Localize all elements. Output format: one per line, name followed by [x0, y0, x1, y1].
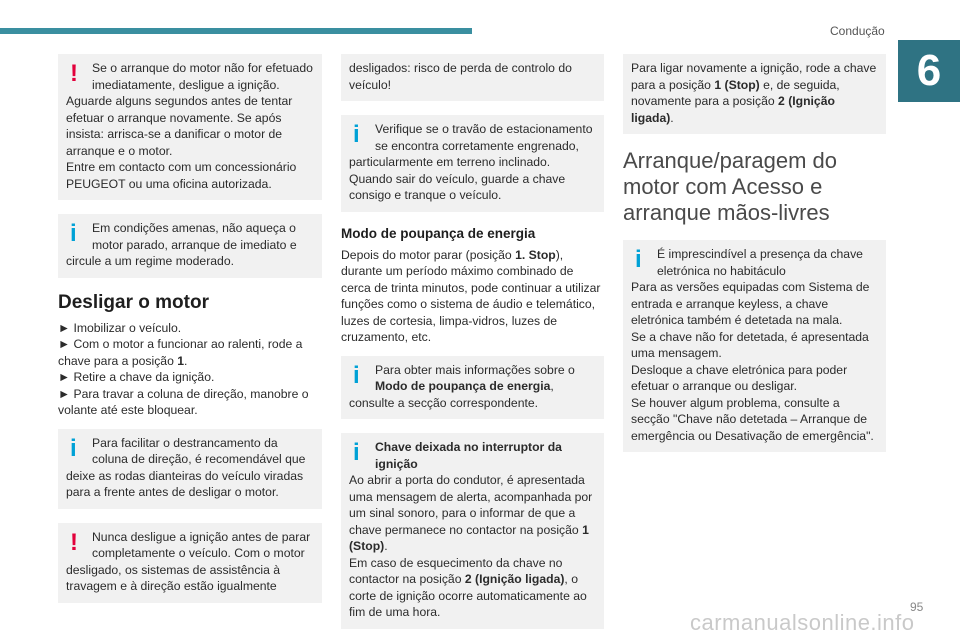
warning-exclamation-icon: !	[70, 60, 78, 87]
info-text: consulte a secção correspondente.	[349, 395, 539, 410]
info-icon: i	[353, 361, 360, 389]
info-text: Quando sair do veículo, guarde a chave consigo e tranque o veículo.	[349, 171, 566, 202]
step-item: ► Imobilizar o veículo.	[58, 320, 182, 335]
info-box-electronic-key	[623, 240, 886, 452]
info-text: Desloque a chave eletrónica para poder efetuar o arranque ou desligar.	[631, 362, 848, 393]
info-text: Para as versões equipadas com Sistema de entrada e arranque keyless, a chave eletrónica também é detetada na mala.	[631, 280, 870, 327]
section-title: Condução	[830, 24, 885, 38]
info-box-key-left-in-ignition	[341, 433, 604, 629]
warning-text: desligado, os sistemas de assistência à travagem e à direção estão igualmente	[66, 562, 281, 593]
info-icon: i	[70, 434, 77, 462]
info-text: deixe as rodas dianteiras do veículo viradas para a frente antes de desligar o motor.	[66, 468, 304, 499]
info-box-energy-saving-ref	[341, 356, 604, 420]
info-box-parking-brake	[341, 115, 604, 212]
steps-list	[58, 320, 322, 419]
chapter-number-tab: 6	[898, 40, 960, 102]
info-text: particularmente em terreno inclinado.	[349, 155, 551, 169]
warning-box-continued	[341, 54, 604, 101]
info-text-first: Para facilitar o destrancamento da coluna de direção, é recomendável que	[92, 435, 306, 466]
warning-box-start-failure	[58, 54, 322, 200]
column-1	[58, 54, 322, 617]
warning-text-first: Nunca desligue a ignição antes de parar completamente o veículo. Com o motor	[92, 529, 311, 560]
step-item: ► Retire a chave da ignição.	[58, 370, 215, 384]
info-box-title: Chave deixada no interruptor da ignição	[375, 440, 562, 471]
energy-saving-text: Depois do motor parar (posição 1. Stop), durante um período máximo combinado de cerca de trinta minutos, pode continuar a utilizar funções como o sistema de áudio e telemático, luzes de cortesia, limpa-vidros, luzes de cruzamento, etc.	[341, 247, 601, 344]
header-accent-bar	[0, 28, 472, 34]
column-2	[341, 54, 604, 643]
info-box-restart-ignition	[623, 54, 886, 134]
step-item: ► Com o motor a funcionar ao ralenti, rode a chave para a posição 1.	[58, 337, 303, 368]
warning-box-ignition-off	[58, 523, 322, 603]
info-text-first: Verifique se o travão de estacionamento se encontra corretamente engrenado,	[375, 122, 593, 153]
heading-energy-saving: Modo de poupança de energia	[341, 225, 536, 241]
info-text-first: Em condições amenas, não aqueça o motor parado, arranque de imediato e	[92, 221, 297, 252]
warning-text-first: Se o arranque do motor não for efetuado imediatamente, desligue a ignição.	[92, 61, 313, 92]
info-box-steering-unlock	[58, 429, 322, 509]
heading-keyless-start: Arranque/paragem do motor com Acesso e arranque mãos-livres	[623, 148, 838, 225]
info-icon: i	[353, 121, 360, 148]
info-text: Se houver algum problema, consulte a secção "Chave não detetada – Arranque de emergência ou Desativação de emergência".	[631, 395, 874, 443]
page-number: 95	[910, 600, 924, 614]
info-icon: i	[635, 246, 642, 273]
watermark: carmanualsonline.info	[690, 610, 915, 635]
step-item: ► Para travar a coluna de direção, manobre o volante até este bloquear.	[58, 386, 309, 417]
info-text: Em caso de esquecimento da chave no contactor na posição 2 (Ignição ligada), o corte de ignição ocorre automaticamente ao fim de uma hora.	[349, 555, 587, 619]
info-icon: i	[353, 439, 360, 466]
column-3	[623, 54, 886, 466]
info-text-first: Para obter mais informações sobre o Modo de poupança de energia,	[375, 362, 575, 393]
heading-switch-off-engine: Desligar o motor	[58, 291, 209, 313]
info-box-warmup	[58, 214, 322, 278]
info-text: Se a chave não for detetada, é apresentada uma mensagem.	[631, 329, 869, 360]
info-text: circule a um regime moderado.	[66, 254, 234, 268]
info-text-first: É imprescindível a presença da chave eletrónica no habitáculo	[657, 247, 863, 278]
warning-exclamation-icon: !	[70, 528, 78, 556]
info-text: Ao abrir a porta do condutor, é apresentada uma mensagem de alerta, acompanhada por um sinal sonoro, para o informar de que a chave permanece no contactor na posição 1 (Stop).	[349, 473, 593, 553]
warning-text: Aguarde alguns segundos antes de tentar efetuar o arranque novamente. Se após insista: arrisca-se a danificar o motor de arranque e o motor.	[66, 94, 293, 158]
warning-text-continued: desligados: risco de perda de controlo do veículo!	[349, 61, 572, 92]
warning-text: Entre em contacto com um concessionário PEUGEOT ou uma oficina autorizada.	[66, 160, 297, 191]
info-icon: i	[70, 220, 77, 247]
info-text: Para ligar novamente a ignição, rode a chave para a posição 1 (Stop) e, de seguida, novamente para a posição 2 (Ignição ligada).	[631, 61, 877, 125]
